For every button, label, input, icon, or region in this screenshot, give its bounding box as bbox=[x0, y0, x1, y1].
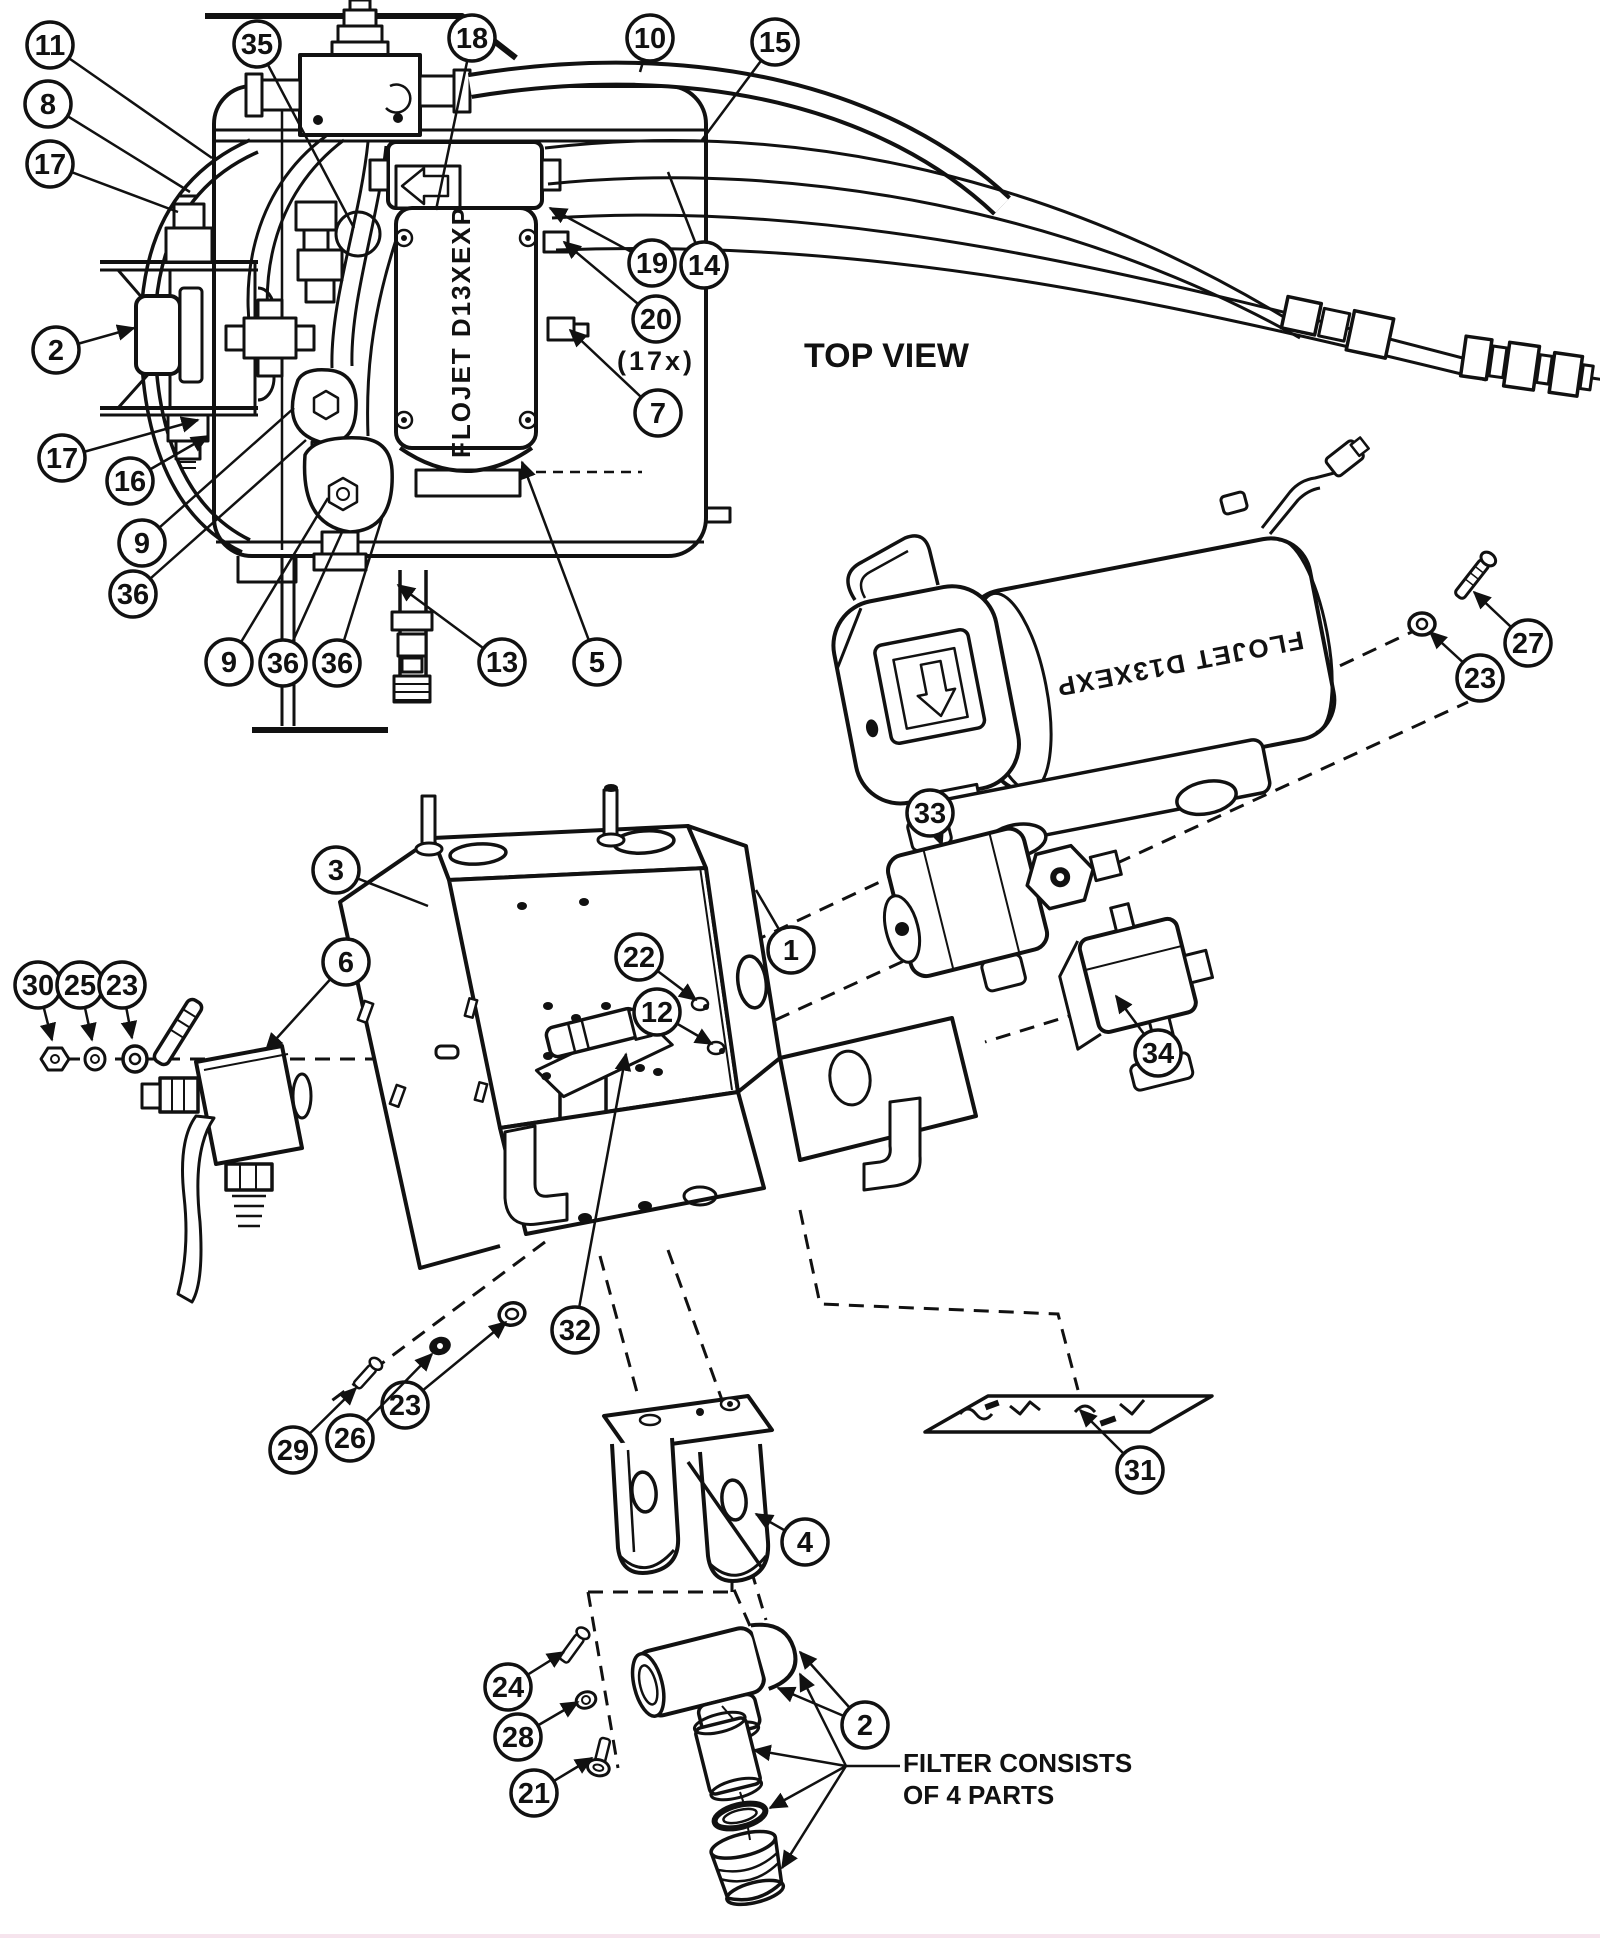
scan-artifact-line bbox=[0, 1934, 1600, 1938]
top-view-label: TOP VIEW bbox=[804, 337, 970, 375]
qty-17x-label: (17x) bbox=[616, 346, 696, 376]
callout-6-number: 6 bbox=[337, 947, 355, 979]
callout-31-number: 31 bbox=[1123, 1455, 1157, 1487]
callout-13-number: 13 bbox=[485, 647, 519, 679]
callout-27-number: 27 bbox=[1511, 628, 1545, 660]
callout-22-number: 22 bbox=[622, 942, 656, 974]
callout-10-number: 10 bbox=[633, 23, 667, 55]
fasteners-30-25-23 bbox=[41, 1046, 147, 1072]
callout-2-number: 2 bbox=[856, 1710, 874, 1742]
callout-7-number: 7 bbox=[649, 398, 667, 430]
callout-23-number: 23 bbox=[105, 970, 139, 1002]
callout-26-number: 26 bbox=[333, 1423, 367, 1455]
callout-23-number: 23 bbox=[388, 1390, 422, 1422]
callout-35-number: 35 bbox=[240, 29, 274, 61]
callout-12-number: 12 bbox=[640, 997, 674, 1029]
callout-36-number: 36 bbox=[116, 579, 150, 611]
callout-28-number: 28 bbox=[501, 1722, 535, 1754]
callout-9-number: 9 bbox=[220, 647, 238, 679]
callout-1-number: 1 bbox=[782, 935, 800, 967]
callout-30-number: 30 bbox=[21, 970, 55, 1002]
callout-23-number: 23 bbox=[1463, 663, 1497, 695]
callout-2-number: 2 bbox=[47, 335, 65, 367]
filter-note-line2: OF 4 PARTS bbox=[903, 1780, 1055, 1810]
pump-label-text: FLOJET D13XEXP bbox=[446, 206, 476, 458]
callout-34-number: 34 bbox=[1141, 1038, 1175, 1070]
pump-label-text: FLOJET D13XEXP bbox=[1053, 625, 1307, 703]
callout-17-number: 17 bbox=[33, 149, 67, 181]
callout-36-number: 36 bbox=[320, 648, 354, 680]
callout-24-number: 24 bbox=[491, 1672, 525, 1704]
callout-9-number: 9 bbox=[133, 528, 151, 560]
callout-8-number: 8 bbox=[39, 89, 57, 121]
callout-19-number: 19 bbox=[635, 248, 669, 280]
callout-20-number: 20 bbox=[639, 304, 673, 336]
callout-14-number: 14 bbox=[687, 250, 721, 282]
callout-36-number: 36 bbox=[266, 648, 300, 680]
callout-33-number: 33 bbox=[913, 798, 947, 830]
callout-4-number: 4 bbox=[796, 1527, 814, 1559]
filter-note-line1: FILTER CONSISTS bbox=[903, 1748, 1133, 1778]
callout-11-number: 11 bbox=[34, 30, 66, 62]
callout-15-number: 15 bbox=[758, 27, 792, 59]
callout-3-number: 3 bbox=[327, 855, 345, 887]
callout-32-number: 32 bbox=[558, 1315, 592, 1347]
callout-17-number: 17 bbox=[45, 443, 79, 475]
callout-16-number: 16 bbox=[113, 466, 147, 498]
callout-18-number: 18 bbox=[455, 23, 489, 55]
callout-5-number: 5 bbox=[588, 647, 606, 679]
callout-21-number: 21 bbox=[517, 1778, 551, 1810]
callout-29-number: 29 bbox=[276, 1435, 310, 1467]
callout-25-number: 25 bbox=[63, 970, 97, 1002]
